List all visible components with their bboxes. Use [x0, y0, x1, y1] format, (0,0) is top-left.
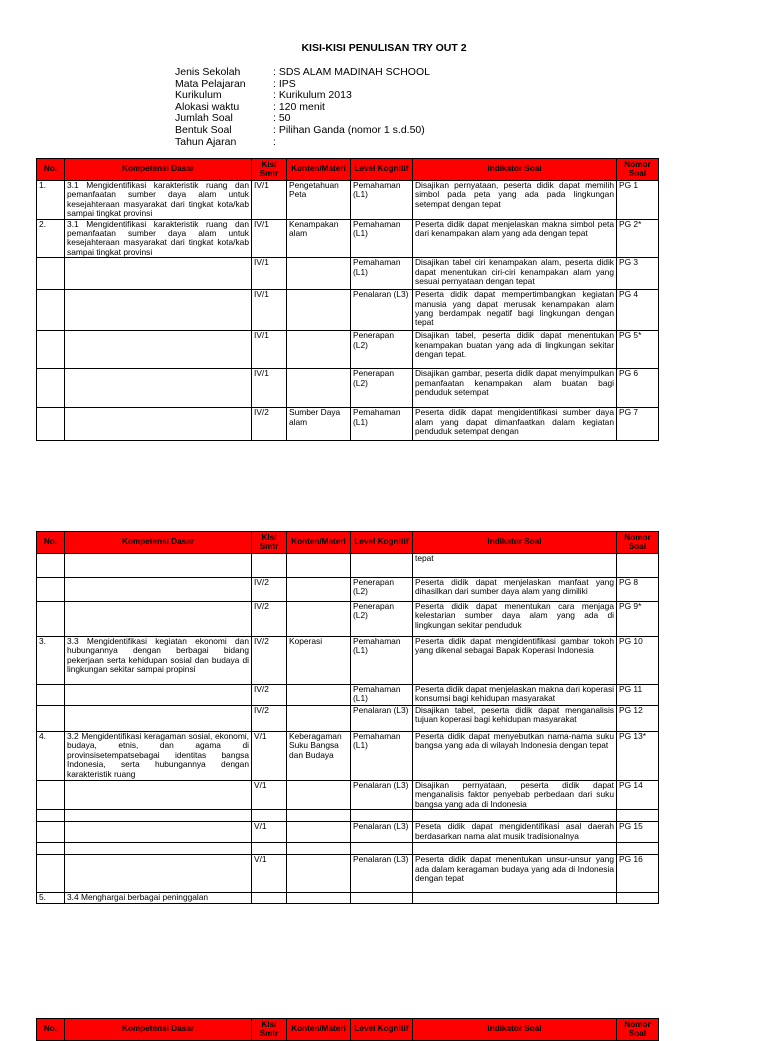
table-row [37, 843, 659, 855]
cell-materi: Koperasi [287, 637, 351, 685]
cell-no [37, 554, 65, 578]
cell-indikator: Peserta didik dapat menjelaskan manfaat yang dihasilkan dari sumber daya alam yang dimiliki [413, 578, 617, 602]
column-header: Konten/Materi [287, 532, 351, 554]
cell-nomor: PG 3 [617, 258, 659, 290]
table-row [37, 602, 659, 637]
column-header: Kls/ Smtr [252, 1019, 287, 1041]
cell-kls: IV/1 [252, 219, 287, 258]
meta-value: : IPS [273, 77, 296, 90]
cell-materi [287, 781, 351, 810]
document-title: KISI-KISI PENULISAN TRY OUT 2 [301, 42, 467, 54]
cell-kls: IV/2 [252, 602, 287, 637]
cell-indikator: Peserta didik dapat menentukan cara menjaga kelestarian sumber daya alam yang ada di lingkungan sekitar penduduk [413, 602, 617, 637]
cell-nomor [617, 893, 659, 904]
table-row [37, 810, 659, 822]
document-meta [175, 67, 430, 148]
table-row [37, 578, 659, 602]
cell-level: Penalaran (L3) [351, 822, 413, 843]
kisi-table-1 [36, 158, 659, 441]
cell-kls: V/1 [252, 732, 287, 781]
meta-label: Jenis Sekolah [175, 66, 241, 78]
cell-kd: 3.2 Mengidentifikasi keragaman sosial, ekonomi, budaya, etnis, dan agama di provinsisetempatsebagai identitas bangsa Indonesia, serta hubungannya dengan karakteristik ruang [65, 732, 252, 781]
cell-nomor: PG 11 [617, 685, 659, 706]
cell-indikator [413, 893, 617, 904]
column-header: Indikator Soal [413, 1019, 617, 1041]
cell-materi [287, 822, 351, 843]
cell-materi [287, 602, 351, 637]
table-row [37, 369, 659, 408]
cell-nomor: PG 5* [617, 331, 659, 369]
cell-level [351, 554, 413, 578]
cell-kls: IV/1 [252, 290, 287, 331]
table-row [37, 181, 659, 220]
table-row [37, 855, 659, 893]
cell-kls: IV/2 [252, 637, 287, 685]
table-row [37, 685, 659, 706]
cell-nomor: PG 1 [617, 181, 659, 220]
cell-indikator [413, 810, 617, 822]
table-header-row [37, 159, 659, 181]
cell-materi [287, 685, 351, 706]
meta-value: : 120 menit [273, 100, 325, 113]
cell-nomor: PG 16 [617, 855, 659, 893]
cell-no [37, 602, 65, 637]
cell-level [351, 843, 413, 855]
cell-level: Penalaran (L3) [351, 781, 413, 810]
cell-materi [287, 290, 351, 331]
cell-kd [65, 290, 252, 331]
column-header: Kompetensi Dasar [65, 532, 252, 554]
cell-materi [287, 855, 351, 893]
cell-level: Pemahaman (L1) [351, 732, 413, 781]
cell-kd [65, 781, 252, 810]
cell-level: Penalaran (L3) [351, 290, 413, 331]
cell-indikator: Disajikan tabel, peserta didik dapat menentukan kenampakan buatan yang ada di lingkungan sekitar dengan tepat. [413, 331, 617, 369]
cell-kd: 3.1 Mengidentifikasi karakteristik ruang dan pemanfaatan sumber daya alam untuk kesejahteraan masyarakat dari tingkat kota/kab sampai tingkat provinsi [65, 219, 252, 258]
cell-indikator: Peserta didik dapat mempertimbangkan kegiatan manusia yang dapat merusak kenampakan alam yang berdampak negatif bagi lingkungan dengan tepat [413, 290, 617, 331]
cell-kls: IV/2 [252, 706, 287, 732]
column-header: Level Kognitif [351, 532, 413, 554]
column-header: No. [37, 532, 65, 554]
cell-no: 4. [37, 732, 65, 781]
column-header: Konten/Materi [287, 159, 351, 181]
cell-nomor: PG 15 [617, 822, 659, 843]
cell-nomor: PG 4 [617, 290, 659, 331]
column-header: Nomor Soal [617, 159, 659, 181]
cell-kd [65, 855, 252, 893]
meta-row [175, 125, 430, 137]
cell-kd [65, 578, 252, 602]
cell-materi [287, 554, 351, 578]
cell-no: 1. [37, 181, 65, 220]
meta-label: Bentuk Soal [175, 123, 232, 136]
column-header: Level Kognitif [351, 159, 413, 181]
column-header: No. [37, 159, 65, 181]
column-header: Level Kognitif [351, 1019, 413, 1041]
cell-nomor: PG 2* [617, 219, 659, 258]
meta-value: : SDS ALAM MADINAH SCHOOL [273, 66, 430, 78]
cell-kd [65, 843, 252, 855]
column-header: Indikator Soal [413, 532, 617, 554]
cell-no [37, 685, 65, 706]
column-header: Nomor Soal [617, 532, 659, 554]
cell-level [351, 893, 413, 904]
meta-label: Mata Pelajaran [175, 77, 246, 90]
cell-kd [65, 822, 252, 843]
cell-nomor: PG 7 [617, 408, 659, 441]
cell-level: Penerapan (L2) [351, 331, 413, 369]
meta-label: Tahun Ajaran [175, 135, 237, 148]
cell-indikator: tepat [413, 554, 617, 578]
cell-materi [287, 706, 351, 732]
meta-label: Alokasi waktu [175, 100, 240, 113]
column-header: No. [37, 1019, 65, 1041]
cell-level: Penerapan (L2) [351, 578, 413, 602]
cell-no: 2. [37, 219, 65, 258]
cell-indikator: Peserta didik dapat menjelaskan makna dari koperasi konsumsi bagi kehidupan masyarakat [413, 685, 617, 706]
cell-indikator: Peserta didik dapat mengidentifikasi sumber daya alam yang dapat dimanfaatkan dalam kegiatan penduduk setempat dengan [413, 408, 617, 441]
table-header-row [37, 532, 659, 554]
meta-value: : [273, 135, 276, 148]
cell-no [37, 369, 65, 408]
column-header: Kls/ Smtr [252, 532, 287, 554]
table-row [37, 893, 659, 904]
cell-materi [287, 893, 351, 904]
table-row [37, 706, 659, 732]
cell-kls: IV/1 [252, 369, 287, 408]
cell-kd: 3.4 Menghargai berbagai peninggalan [65, 893, 252, 904]
table-row [37, 219, 659, 258]
cell-indikator: Peseta didik dapat mengidentifikasi asal daerah berdasarkan nama alat musik tradisionalnya [413, 822, 617, 843]
table-row [37, 781, 659, 810]
table-row [37, 637, 659, 685]
cell-nomor: PG 9* [617, 602, 659, 637]
cell-level: Pemahaman (L1) [351, 258, 413, 290]
cell-no [37, 578, 65, 602]
column-header: Kompetensi Dasar [65, 1019, 252, 1041]
table-header-row [37, 1019, 659, 1041]
cell-kls [252, 843, 287, 855]
cell-indikator: Disajikan tabel, peserta didik dapat menganalisis tujuan koperasi bagi kehidupan masyarakat [413, 706, 617, 732]
kisi-table-3 [36, 1018, 659, 1041]
cell-nomor [617, 810, 659, 822]
cell-indikator: Disajikan pernyataan, peserta didik dapat menganalisis faktor penyebab perbedaan dari suku bangsa yang ada di Indonesia [413, 781, 617, 810]
cell-nomor: PG 8 [617, 578, 659, 602]
table-row [37, 290, 659, 331]
kisi-table-2 [36, 531, 659, 904]
cell-materi [287, 843, 351, 855]
cell-kls: V/1 [252, 822, 287, 843]
cell-nomor [617, 554, 659, 578]
cell-materi [287, 369, 351, 408]
cell-no [37, 810, 65, 822]
cell-kd [65, 408, 252, 441]
cell-no [37, 855, 65, 893]
table-row [37, 331, 659, 369]
cell-no [37, 408, 65, 441]
cell-no [37, 822, 65, 843]
cell-indikator: Disajikan gambar, peserta didik dapat menyimpulkan pemanfaatan kenampakan alam buatan bagi penduduk setempat [413, 369, 617, 408]
cell-no [37, 706, 65, 732]
cell-kls: IV/1 [252, 258, 287, 290]
cell-kd [65, 685, 252, 706]
cell-no: 5. [37, 893, 65, 904]
table-row [37, 408, 659, 441]
cell-materi: Keberagaman Suku Bangsa dan Budaya [287, 732, 351, 781]
cell-kd: 3.3 Mengidentifikasi kegiatan ekonomi dan hubungannya dengan berbagai bidang pekerjaan serta kehidupan sosial dan budaya di lingkungan sekitar sampai propinsi [65, 637, 252, 685]
cell-nomor [617, 843, 659, 855]
cell-kd [65, 554, 252, 578]
cell-kls: IV/1 [252, 331, 287, 369]
column-header: Nomor Soal [617, 1019, 659, 1041]
meta-value: : Pilihan Ganda (nomor 1 s.d.50) [273, 123, 425, 136]
cell-level: Pemahaman (L1) [351, 219, 413, 258]
column-header: Konten/Materi [287, 1019, 351, 1041]
column-header: Kls/ Smtr [252, 159, 287, 181]
cell-materi [287, 258, 351, 290]
cell-level [351, 810, 413, 822]
cell-kls: V/1 [252, 855, 287, 893]
cell-kd: 3.1 Mengidentifikasi karakteristik ruang dan pemanfaatan sumber daya alam untuk kesejahteraan masyarakat dari tingkat kota/kab sampai tingkat provinsi [65, 181, 252, 220]
cell-indikator: Peserta didik dapat mengidentifikasi gambar tokoh yang dikenal sebagai Bapak Koperasi Indonesia [413, 637, 617, 685]
meta-value: : Kurikulum 2013 [273, 89, 352, 102]
cell-nomor: PG 14 [617, 781, 659, 810]
meta-row [175, 67, 430, 79]
cell-nomor: PG 12 [617, 706, 659, 732]
cell-kd [65, 331, 252, 369]
meta-label: Kurikulum [175, 89, 222, 102]
cell-materi: Sumber Daya alam [287, 408, 351, 441]
cell-kd [65, 258, 252, 290]
cell-materi: Pengetahuan Peta [287, 181, 351, 220]
table-row [37, 554, 659, 578]
cell-materi [287, 578, 351, 602]
cell-no [37, 843, 65, 855]
cell-no [37, 258, 65, 290]
meta-row [175, 137, 430, 149]
cell-level: Pemahaman (L1) [351, 637, 413, 685]
cell-indikator: Disajikan pernyataan, peserta didik dapat memilih simbol pada peta yang ada pada lingkungan setempat dengan tepat [413, 181, 617, 220]
cell-kd [65, 602, 252, 637]
cell-indikator: Peserta didik dapat menentukan unsur-unsur yang ada dalam keragaman budaya yang ada di Indonesia dengan tepat [413, 855, 617, 893]
cell-level: Penerapan (L2) [351, 369, 413, 408]
meta-value: : 50 [273, 112, 291, 125]
cell-materi: Kenampakan alam [287, 219, 351, 258]
cell-no [37, 290, 65, 331]
cell-level: Penalaran (L3) [351, 706, 413, 732]
cell-level: Penalaran (L3) [351, 855, 413, 893]
table-row [37, 258, 659, 290]
cell-kd [65, 810, 252, 822]
column-header: Kompetensi Dasar [65, 159, 252, 181]
meta-label: Jumlah Soal [175, 112, 233, 125]
cell-no [37, 781, 65, 810]
cell-no: 3. [37, 637, 65, 685]
cell-nomor: PG 13* [617, 732, 659, 781]
cell-kls: V/1 [252, 781, 287, 810]
cell-kd [65, 706, 252, 732]
cell-indikator: Disajikan tabel ciri kenampakan alam, peserta didik dapat menentukan ciri-ciri kenampakan alam yang sesuai pernyataan dengan tepat [413, 258, 617, 290]
cell-level: Penerapan (L2) [351, 602, 413, 637]
table-row [37, 822, 659, 843]
cell-level: Pemahaman (L1) [351, 408, 413, 441]
cell-materi [287, 810, 351, 822]
cell-indikator: Peserta didik dapat menjelaskan makna simbol peta dari kenampakan alam yang ada dengan tepat [413, 219, 617, 258]
cell-nomor: PG 10 [617, 637, 659, 685]
cell-no [37, 331, 65, 369]
cell-indikator: Peserta didik dapat menyebutkan nama-nama suku bangsa yang ada di wilayah Indonesia dengan tepat [413, 732, 617, 781]
cell-kls: IV/1 [252, 181, 287, 220]
cell-level: Pemahaman (L1) [351, 181, 413, 220]
cell-kls: IV/2 [252, 685, 287, 706]
cell-kd [65, 369, 252, 408]
cell-indikator [413, 843, 617, 855]
cell-kls: IV/2 [252, 408, 287, 441]
cell-nomor: PG 6 [617, 369, 659, 408]
column-header: Indikator Soal [413, 159, 617, 181]
cell-level: Pemahaman (L1) [351, 685, 413, 706]
cell-kls [252, 810, 287, 822]
cell-kls [252, 554, 287, 578]
cell-materi [287, 331, 351, 369]
table-row [37, 732, 659, 781]
cell-kls [252, 893, 287, 904]
cell-kls: IV/2 [252, 578, 287, 602]
